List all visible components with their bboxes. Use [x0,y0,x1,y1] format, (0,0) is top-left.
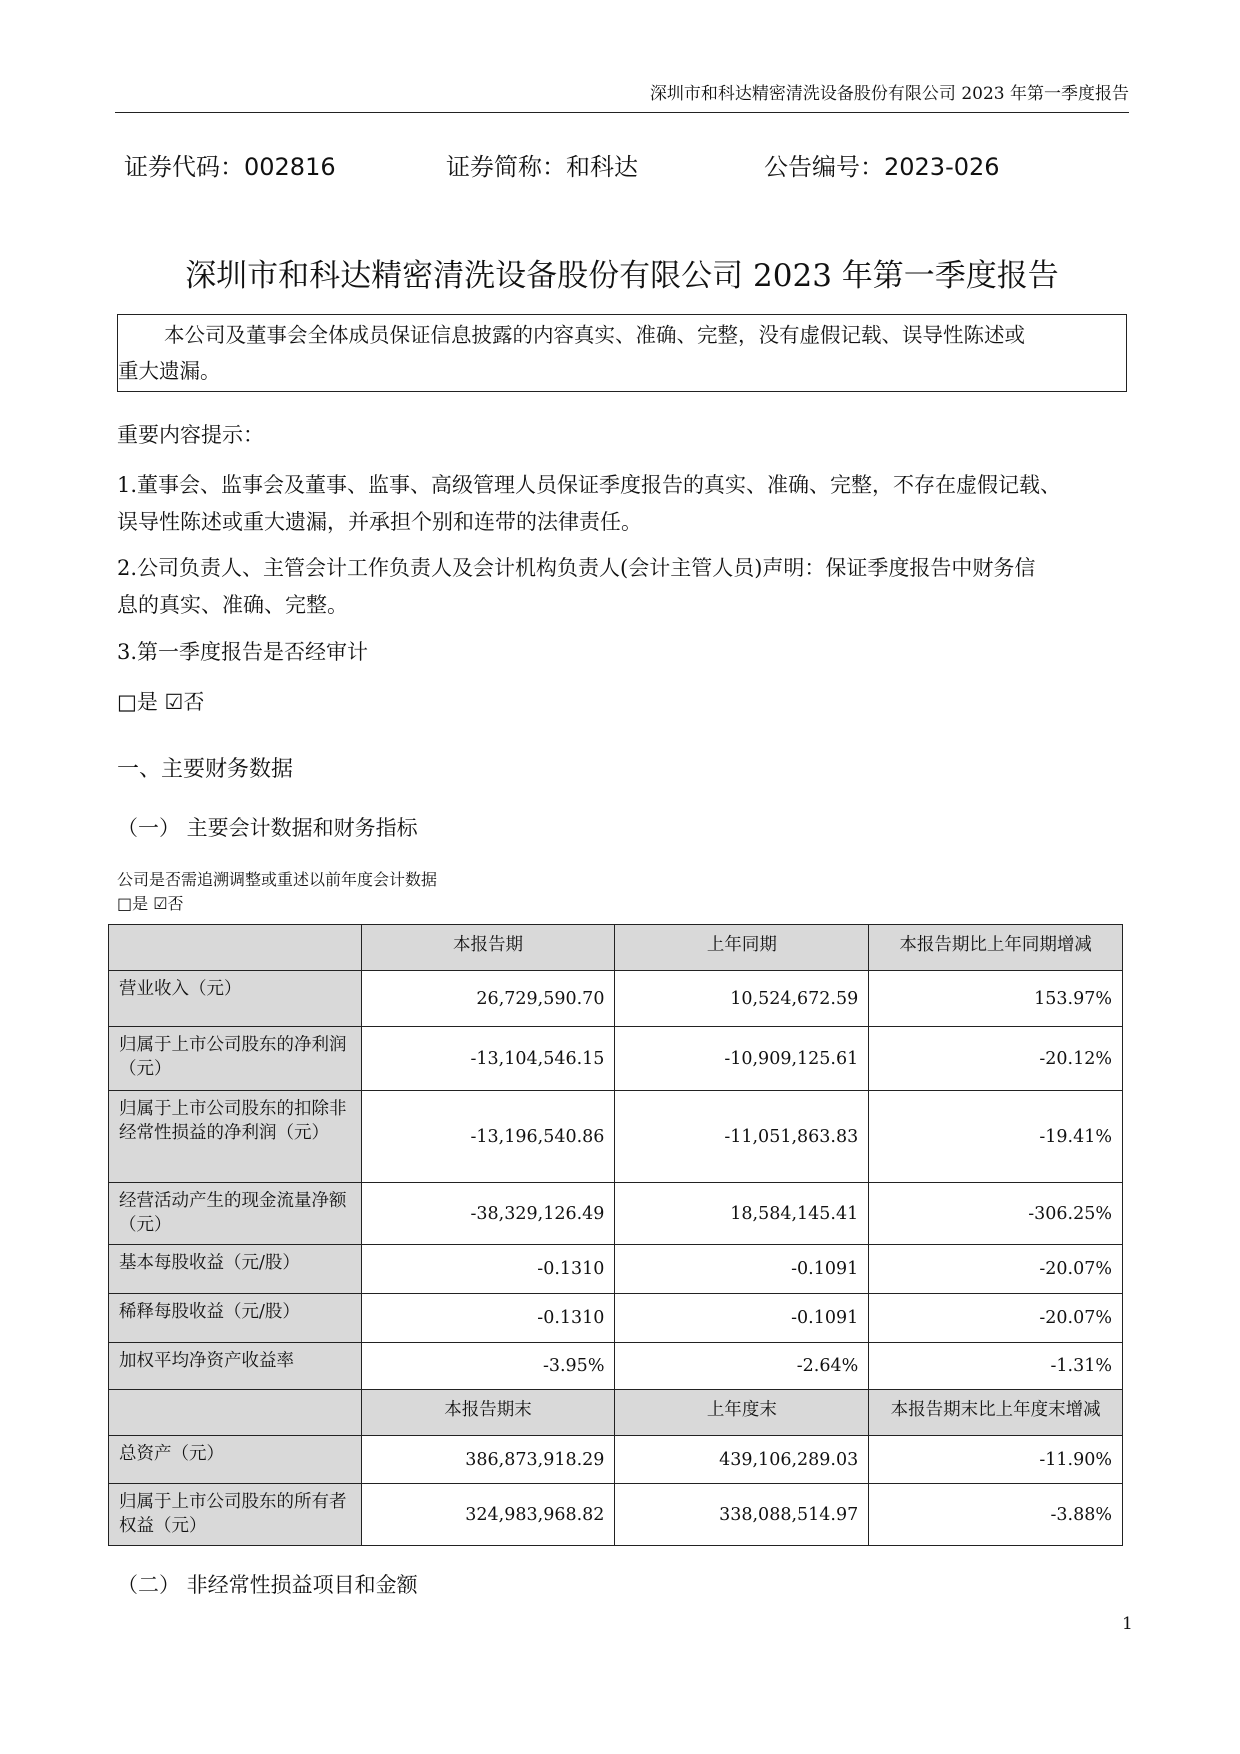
prior-value: -0.1091 [615,1294,869,1343]
change-value: -20.07% [869,1294,1123,1343]
table-row [109,1343,1123,1390]
security-short-name: 证券简称：和科达 [446,153,638,181]
item2-line1: 2.公司负责人、主管会计工作负责人及会计机构负责人(会计主管人员)声明：保证季度报告中财务信 [117,556,1036,580]
row-label: 归属于上市公司股东的净利润（元） [109,1027,362,1091]
key-financial-table [108,924,1123,1546]
notice-line-1: 本公司及董事会全体成员保证信息披露的内容真实、准确、完整，没有虚假记载、误导性陈述或 [164,323,1025,347]
row-label: 基本每股收益（元/股） [109,1245,362,1294]
item2-line2: 息的真实、准确、完整。 [117,593,348,617]
current-value: -13,104,546.15 [361,1027,615,1091]
report-title: 深圳市和科达精密清洗设备股份有限公司 2023 年第一季度报告 [185,258,1059,294]
restate-choice: □是 ☑否 [117,894,184,913]
row-label: 总资产（元） [109,1436,362,1484]
row-label: 加权平均净资产收益率 [109,1343,362,1390]
audit-choice: □是 ☑否 [117,690,205,714]
current-value: 26,729,590.70 [361,971,615,1027]
prior-value: 439,106,289.03 [615,1436,869,1484]
section1-heading: 一、主要财务数据 [117,757,294,782]
section1-sub1: （一） 主要会计数据和财务指标 [117,816,418,840]
running-header [115,84,1129,113]
table-header-cell: 本报告期末比上年度末增减 [869,1390,1123,1436]
table-row [109,1183,1123,1245]
current-value: -0.1310 [361,1294,615,1343]
prior-value: 338,088,514.97 [615,1484,869,1546]
current-value: -38,329,126.49 [361,1183,615,1245]
prior-value: 18,584,145.41 [615,1183,869,1245]
change-value: -11.90% [869,1436,1123,1484]
table-row [109,1294,1123,1343]
item1-line1: 1.董事会、监事会及董事、监事、高级管理人员保证季度报告的真实、准确、完整，不存在虚假记载、 [117,473,1062,497]
table-row [109,1245,1123,1294]
item1-line2: 误导性陈述或重大遗漏，并承担个别和连带的法律责任。 [117,510,642,534]
running-header-text: 深圳市和科达精密清洗设备股份有限公司 2023 年第一季度报告 [649,84,1129,104]
table-header-cell [109,1390,362,1436]
notice-number: 公告编号：2023-026 [764,153,1000,181]
table-header-cell [109,925,362,971]
row-label: 稀释每股收益（元/股） [109,1294,362,1343]
security-code: 证券代码：002816 [124,153,336,181]
change-value: -306.25% [869,1183,1123,1245]
page-number: 1 [1122,1614,1133,1634]
table-header-cell: 本报告期比上年同期增减 [869,925,1123,971]
current-value: 386,873,918.29 [361,1436,615,1484]
notice-line-2: 重大遗漏。 [118,359,221,383]
important-heading: 重要内容提示： [117,423,264,447]
row-label: 归属于上市公司股东的扣除非经常性损益的净利润（元） [109,1091,362,1183]
prior-value: 10,524,672.59 [615,971,869,1027]
table-row [109,1436,1123,1484]
current-value: 324,983,968.82 [361,1484,615,1546]
change-value: -3.88% [869,1484,1123,1546]
table-row [109,1091,1123,1183]
table-header-cell: 本报告期 [361,925,615,971]
change-value: -19.41% [869,1091,1123,1183]
table-header-cell: 上年度末 [615,1390,869,1436]
section1-sub2: （二） 非经常性损益项目和金额 [117,1573,418,1597]
current-value: -0.1310 [361,1245,615,1294]
current-value: -13,196,540.86 [361,1091,615,1183]
row-label: 营业收入（元） [109,971,362,1027]
current-value: -3.95% [361,1343,615,1390]
table-header-cell: 上年同期 [615,925,869,971]
prior-value: -11,051,863.83 [615,1091,869,1183]
row-label: 经营活动产生的现金流量净额（元） [109,1183,362,1245]
prior-value: -0.1091 [615,1245,869,1294]
board-guarantee-notice [117,314,1127,392]
item3: 3.第一季度报告是否经审计 [117,640,369,664]
change-value: -20.07% [869,1245,1123,1294]
table-row [109,1027,1123,1091]
change-value: -20.12% [869,1027,1123,1091]
change-value: 153.97% [869,971,1123,1027]
row-label: 归属于上市公司股东的所有者权益（元） [109,1484,362,1546]
table-header-cell: 本报告期末 [361,1390,615,1436]
table-row [109,1484,1123,1546]
table-row [109,971,1123,1027]
change-value: -1.31% [869,1343,1123,1390]
restate-question: 公司是否需追溯调整或重述以前年度会计数据 [117,870,438,889]
table-header-row [109,925,1123,971]
prior-value: -10,909,125.61 [615,1027,869,1091]
prior-value: -2.64% [615,1343,869,1390]
table-header-row [109,1390,1123,1436]
